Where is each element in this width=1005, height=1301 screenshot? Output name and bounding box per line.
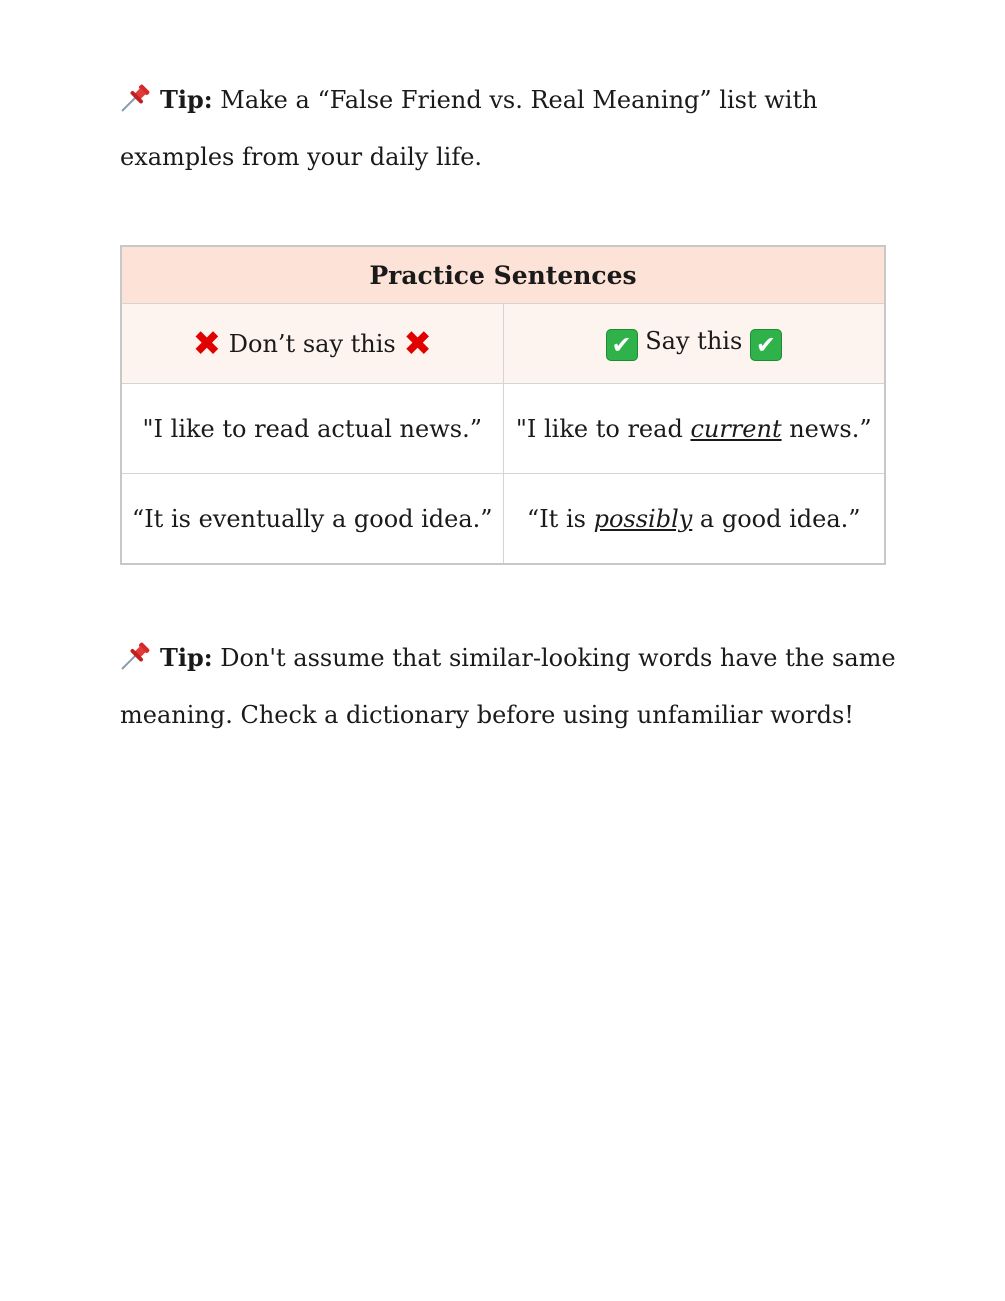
table-row	[121, 384, 885, 474]
table-title: Practice Sentences	[121, 246, 885, 304]
bad-sentence: "I like to read actual news.”	[121, 384, 503, 474]
bad-sentence: “It is eventually a good idea.”	[121, 474, 503, 565]
good-sentence	[503, 474, 885, 565]
tip-paragraph-2	[120, 629, 900, 744]
pushpin-icon	[120, 82, 154, 112]
corrected-word: current	[690, 414, 782, 443]
cross-mark-icon: ✖	[403, 323, 432, 364]
text: a good idea.”	[692, 504, 861, 533]
tip-text: Don't assume that similar-looking words have the same meaning. Check a dictionary before using unfamiliar words!	[120, 644, 896, 729]
column-label: Say this	[645, 326, 743, 355]
column-header-say	[503, 304, 885, 384]
text: news.”	[781, 414, 872, 443]
table-row	[121, 474, 885, 565]
good-sentence	[503, 384, 885, 474]
tip-paragraph-1	[120, 71, 900, 186]
corrected-word: possibly	[593, 504, 693, 533]
text: “It is	[526, 504, 594, 533]
column-label: Don’t say this	[228, 329, 396, 358]
tip-text: Make a “False Friend vs. Real Meaning” list with examples from your daily life.	[120, 86, 818, 171]
tip-label: Tip:	[160, 85, 213, 114]
tip-label: Tip:	[160, 643, 213, 672]
cross-mark-icon: ✖	[192, 323, 222, 364]
check-mark-icon: ✔	[606, 329, 638, 361]
column-header-dont-say	[121, 304, 503, 384]
check-mark-icon: ✔	[750, 329, 782, 361]
text: "I like to read	[515, 414, 691, 443]
practice-sentences-table	[120, 245, 886, 565]
pushpin-icon	[120, 640, 154, 670]
